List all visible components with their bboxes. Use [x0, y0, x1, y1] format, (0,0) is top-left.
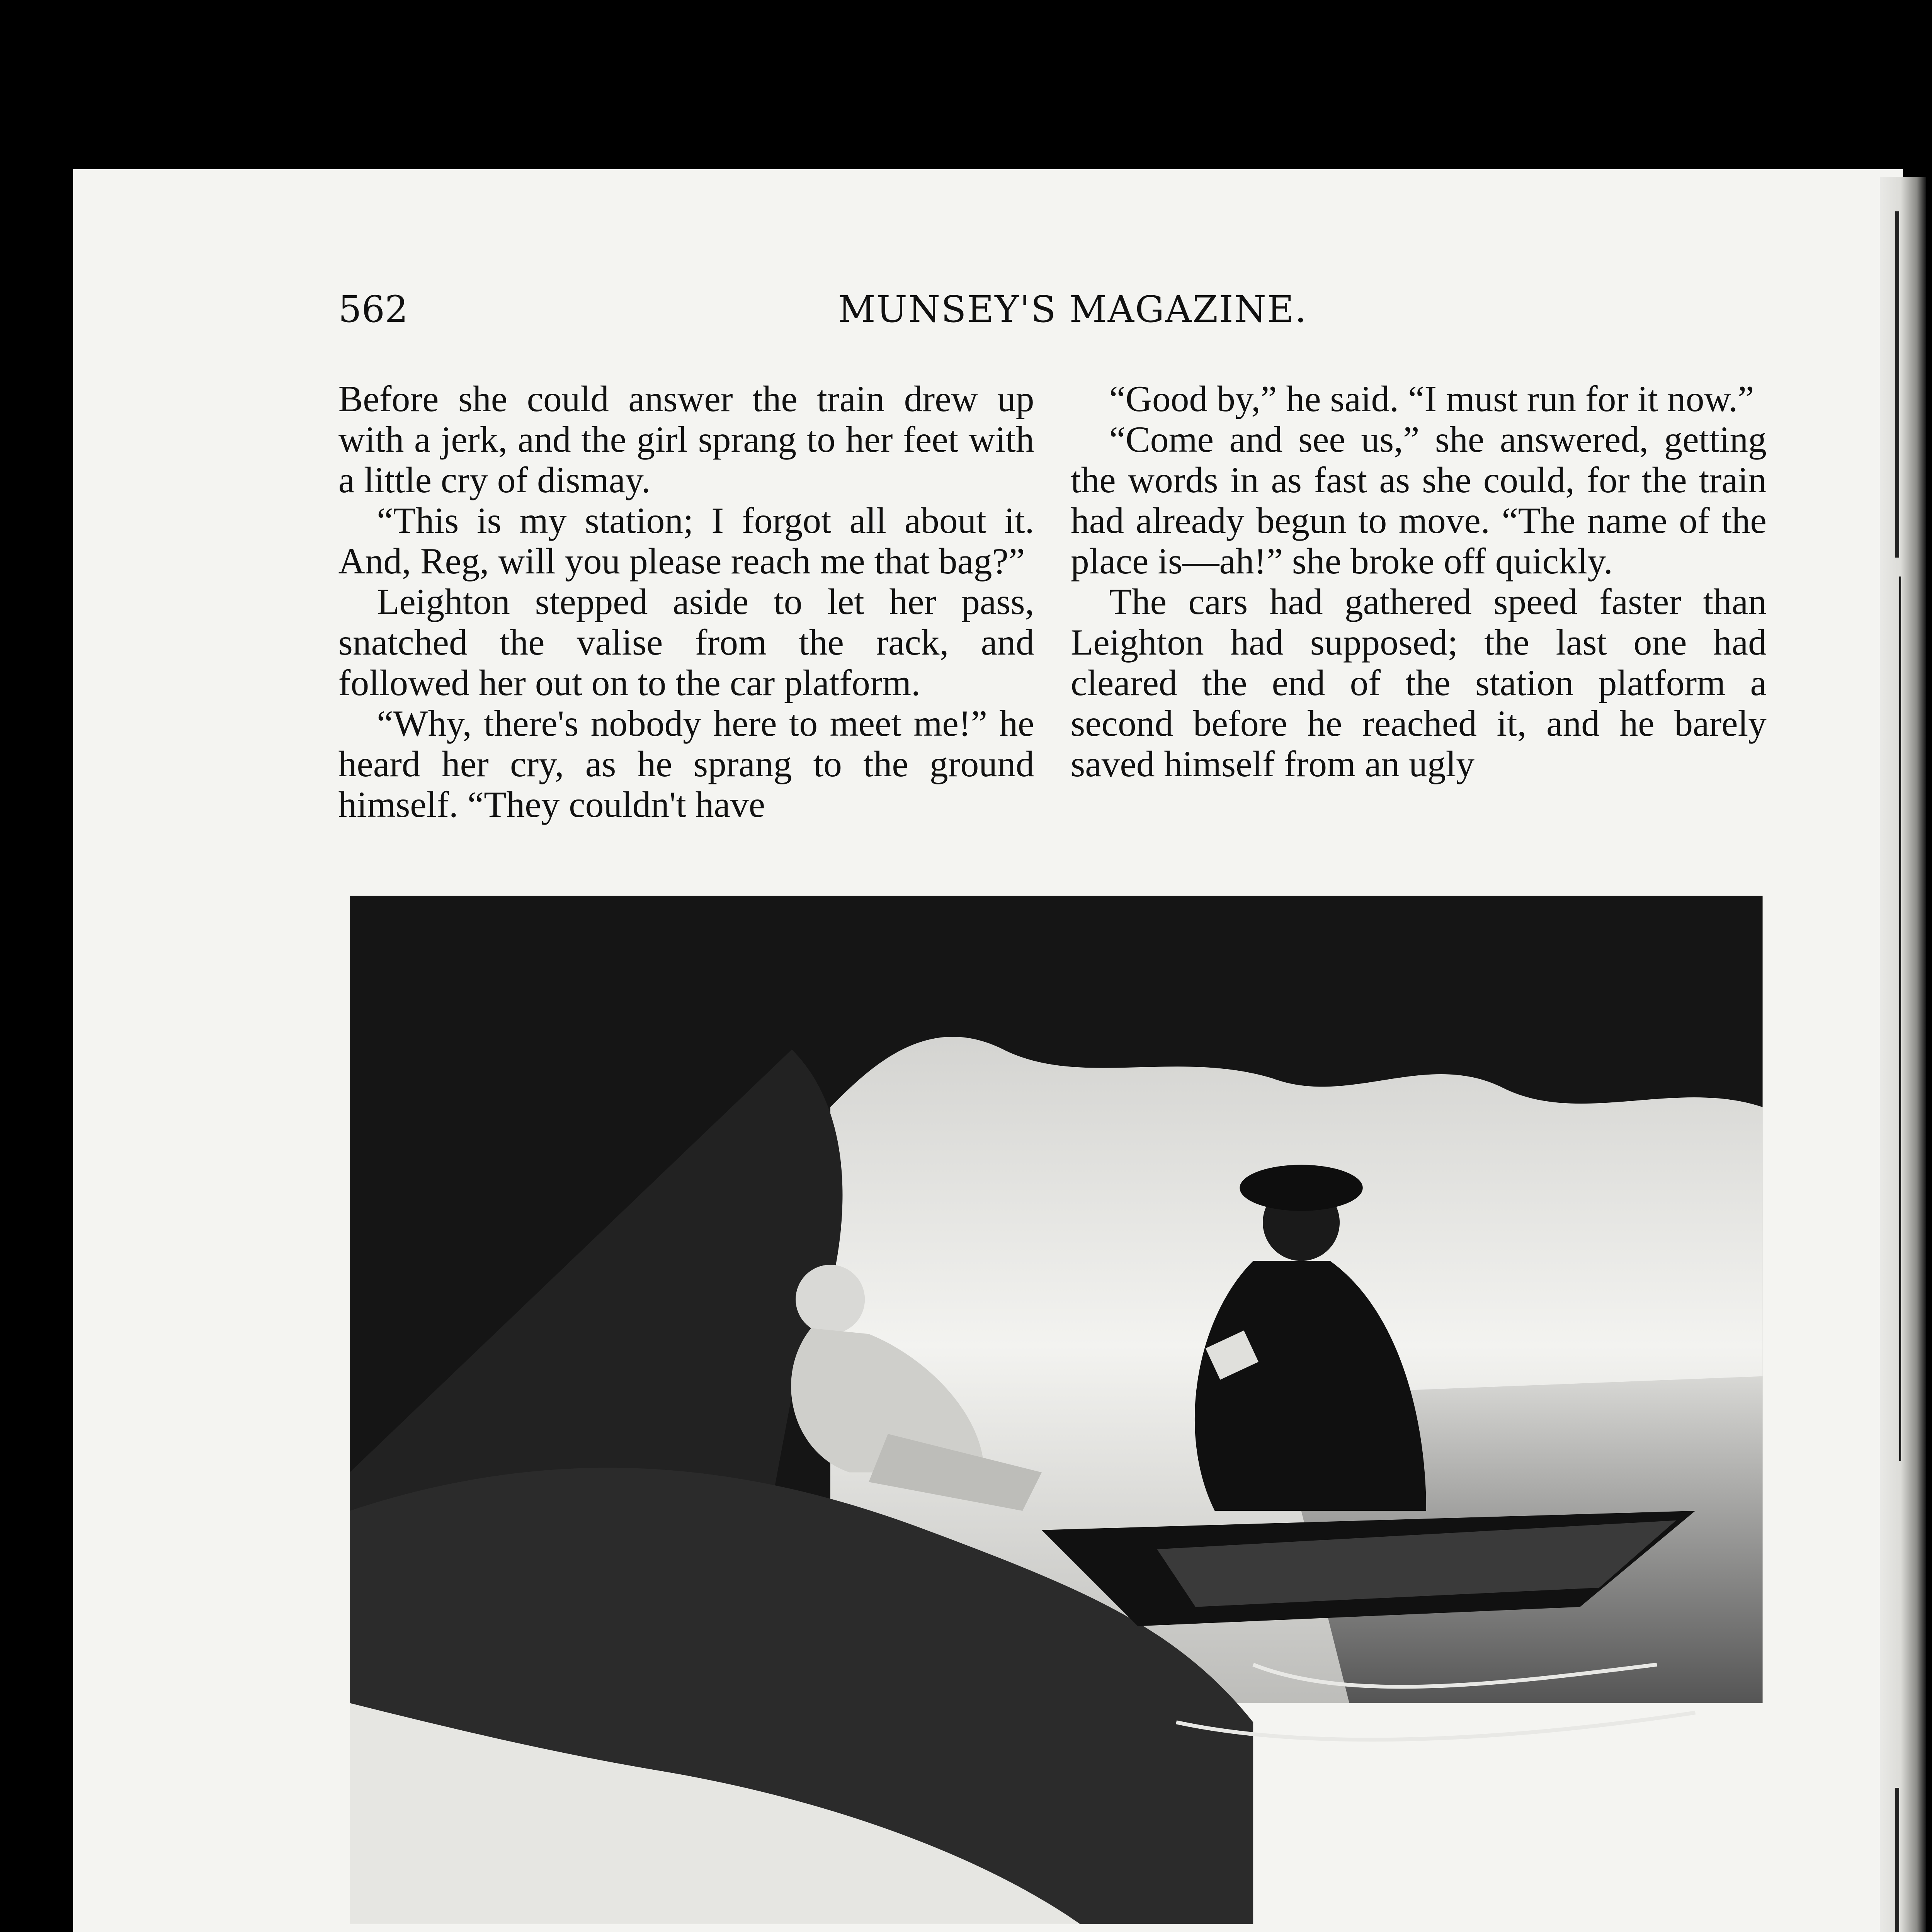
page-binding-edge	[1880, 177, 1926, 1932]
binding-crease-lower	[1895, 1788, 1899, 1932]
paragraph: “Come and see us,” she answered, getting the words in as fast as she could, for the train had already begun to move. “The name of the place is—ah!” she broke off quickly.	[1071, 419, 1767, 582]
binding-crease-top	[1895, 211, 1899, 557]
top-right-column	[1071, 379, 1767, 784]
paragraph: Leighton stepped aside to let her pass, snatched the valise from the rack, and followed her out on to the car platform.	[338, 581, 1034, 703]
paragraph: “Good by,” he said. “I must run for it now.”	[1109, 378, 1754, 420]
paragraph: The cars had gathered speed faster than Leighton had supposed; the last one had cleared the end of the station platform a second before he reached it, and he barely saved himself from an ugly	[1071, 581, 1767, 784]
running-title: MUNSEY'S MAGAZINE.	[838, 288, 1308, 331]
binding-crease-middle	[1899, 577, 1901, 1461]
paragraph: “Why, there's nobody here to meet me!” he heard her cry, as he sprang to the ground himself. “They couldn't have	[338, 702, 1034, 825]
paragraph: “This is my station; I forgot all about it. And, Reg, will you please reach me that bag?”	[338, 500, 1034, 582]
page-number: 562	[338, 288, 408, 331]
top-left-column	[338, 379, 1034, 825]
riverbank-boat-illustration	[350, 896, 1763, 1924]
paragraph: Before she could answer the train drew up with a jerk, and the girl sprang to her feet with a little cry of dismay.	[338, 378, 1034, 500]
